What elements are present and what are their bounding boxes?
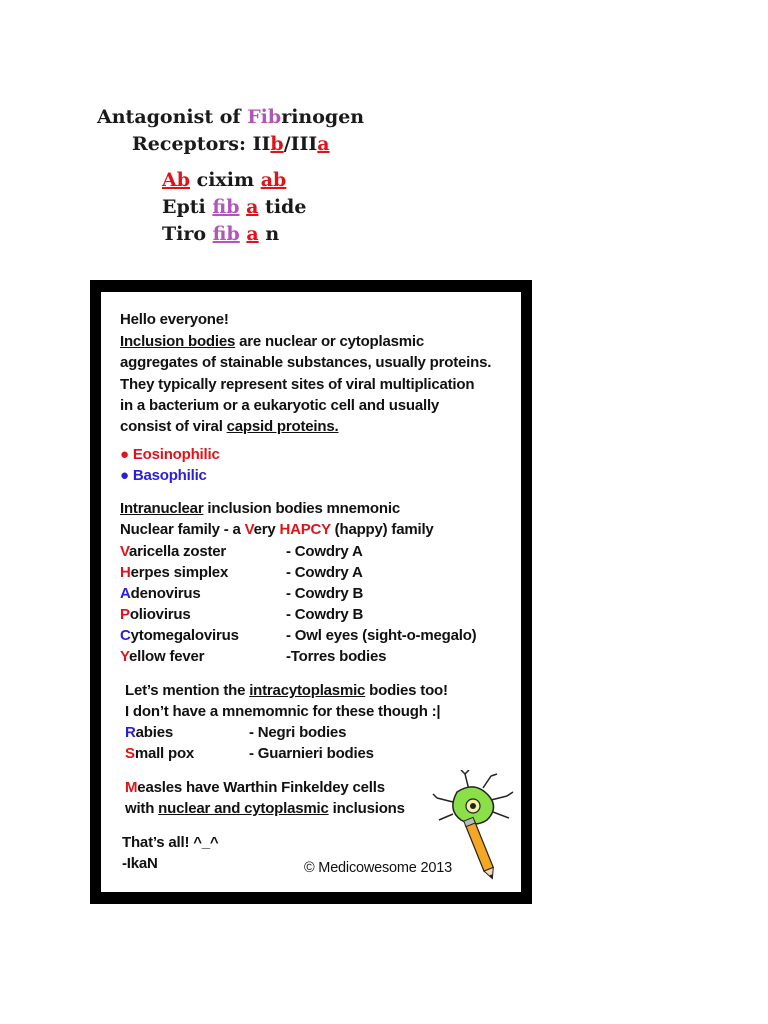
drug-tirofiban xyxy=(162,223,279,245)
intro-line-4: in a bacterium or a eukaryotic cell and usually xyxy=(120,397,440,414)
intro-line-3: They typically represent sites of viral multiplication xyxy=(120,376,475,393)
virus-initial: S xyxy=(125,745,135,762)
drug-part: n xyxy=(258,223,280,245)
intro-text: are nuclear or cytoplasmic xyxy=(235,333,425,350)
virus-initial: A xyxy=(120,585,131,602)
mnemonic-text: Nuclear family - a xyxy=(120,521,245,538)
drug-eptifibatide xyxy=(162,196,306,218)
intranuclear-term: Intranuclear xyxy=(120,500,204,517)
inclusion-body-name: - Cowdry B xyxy=(286,606,364,623)
drug-part: tide xyxy=(258,196,307,218)
measles-line-2 xyxy=(125,800,405,818)
intracytoplasmic-title xyxy=(125,682,448,700)
virus-name: oliovirus xyxy=(129,606,191,623)
inclusion-bodies-term: Inclusion bodies xyxy=(120,333,236,350)
eosinophilic-bullet: ● Eosinophilic xyxy=(120,446,220,463)
copyright-text: © Medicowesome 2013 xyxy=(304,860,452,876)
virus-name: ytomegalovirus xyxy=(130,627,239,644)
mnemonic-text: (happy) family xyxy=(330,521,434,538)
nuclear-cytoplasmic-term: nuclear and cytoplasmic xyxy=(158,800,329,817)
inclusion-body-name: - Cowdry A xyxy=(286,564,363,581)
fibrinogen-title-line1 xyxy=(97,106,364,128)
title-text: Receptors: II xyxy=(132,133,271,155)
title-text: rinogen xyxy=(281,106,365,128)
intro-line-1 xyxy=(120,333,424,351)
virus-row xyxy=(120,606,520,624)
measles-line-1 xyxy=(125,779,385,797)
title-text: /III xyxy=(283,133,318,155)
inclusion-body-name: - Owl eyes (sight-o-megalo) xyxy=(286,627,477,644)
drug-part: fib xyxy=(212,223,240,245)
inclusion-body-name: - Cowdry B xyxy=(286,585,364,602)
drug-part: Ab xyxy=(162,169,191,191)
measles-initial: M xyxy=(125,779,138,796)
virus-initial: V xyxy=(120,543,129,560)
family-mnemonic xyxy=(120,521,434,539)
virus-row xyxy=(120,564,520,582)
intro-text: consist of viral xyxy=(120,418,227,435)
virus-initial: P xyxy=(120,606,130,623)
title-text: Let’s mention the xyxy=(125,682,250,699)
intro-line-2: aggregates of stainable substances, usually proteins. xyxy=(120,354,492,371)
a-highlight: a xyxy=(317,133,330,155)
intracytoplasmic-term: intracytoplasmic xyxy=(249,682,366,699)
drug-part: Epti xyxy=(162,196,213,218)
drug-part: fib xyxy=(212,196,240,218)
measles-text: easles have Warthin Finkeldey cells xyxy=(137,779,385,796)
capsid-proteins-term: capsid proteins. xyxy=(226,418,339,435)
neuron-pencil-icon xyxy=(431,770,517,882)
virus-name: abies xyxy=(135,724,173,741)
virus-row xyxy=(120,627,520,645)
virus-initial: R xyxy=(125,724,136,741)
title-text: inclusion bodies mnemonic xyxy=(203,500,400,517)
signature-text: -IkaN xyxy=(122,855,158,872)
virus-row xyxy=(120,585,520,603)
virus-name: denovirus xyxy=(130,585,201,602)
virus-name: aricella zoster xyxy=(128,543,227,560)
virus-name: ellow fever xyxy=(128,648,205,665)
inclusion-body-name: - Negri bodies xyxy=(249,724,347,741)
title-text: Antagonist of xyxy=(97,106,248,128)
mnemonic-letter: V xyxy=(244,521,254,538)
fibrinogen-title-line2 xyxy=(132,133,330,155)
cyto-virus-row xyxy=(125,724,505,742)
virus-initial: H xyxy=(120,564,131,581)
virus-name: erpes simplex xyxy=(130,564,229,581)
inclusion-body-name: - Guarnieri bodies xyxy=(249,745,374,762)
drug-part: ab xyxy=(260,169,287,191)
measles-text: inclusions xyxy=(328,800,405,817)
inclusion-body-name: -Torres bodies xyxy=(286,648,387,665)
drug-abciximab xyxy=(162,169,286,191)
virus-name: mall pox xyxy=(134,745,195,762)
mnemonic-letters: HAPCY xyxy=(279,521,331,538)
b-highlight: b xyxy=(270,133,284,155)
mnemonic-text: ery xyxy=(253,521,280,538)
no-mnemonic-text: I don’t have a mnemomnic for these though :| xyxy=(125,703,441,720)
intro-line-5 xyxy=(120,418,338,436)
title-text: bodies too! xyxy=(365,682,448,699)
intranuclear-title xyxy=(120,500,400,518)
drug-part: a xyxy=(246,196,259,218)
cyto-virus-row xyxy=(125,745,505,763)
drug-part: Tiro xyxy=(162,223,213,245)
basophilic-bullet: ● Basophilic xyxy=(120,467,207,484)
hello-text: Hello everyone! xyxy=(120,311,229,328)
card-content xyxy=(101,292,521,892)
virus-row xyxy=(120,648,520,666)
fib-highlight: Fib xyxy=(247,106,282,128)
drug-part: cixim xyxy=(190,169,261,191)
virus-initial: C xyxy=(120,627,131,644)
inclusion-body-name: - Cowdry A xyxy=(286,543,363,560)
measles-text: with xyxy=(125,800,159,817)
inclusion-bodies-card xyxy=(90,280,532,904)
virus-row xyxy=(120,543,520,561)
thats-all-text: That’s all! ^_^ xyxy=(122,834,219,851)
drug-part: a xyxy=(246,223,259,245)
virus-initial: Y xyxy=(120,648,129,665)
